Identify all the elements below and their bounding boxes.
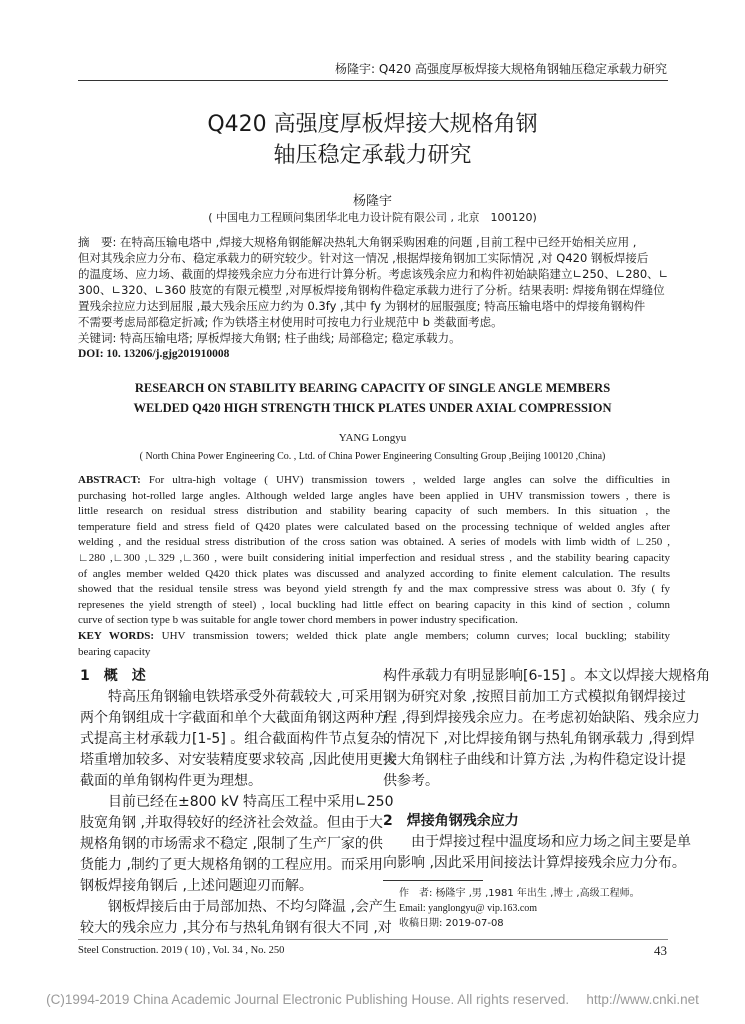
body-line: 接大角钢柱子曲线和计算方法 ,为构件稳定设计提 [383, 752, 686, 768]
title-zh-line-1: Q420 高强度厚板焊接大规格角钢 [207, 112, 538, 137]
abstract-en-line: welding , and the residual stress distribution of the cross sation was obtained. A series of models with limb width of ∟250 , [78, 536, 670, 549]
author-en: YANG Longyu [338, 432, 407, 444]
abstract-en-line: temperature field and stress field of Q420 plates were calculated based on the processing technique of welded angles after [78, 520, 670, 533]
abstract-en-line: little research on residual stress distribution and stability bearing capacity of such members. In this situation , the [78, 505, 670, 518]
body-line: 式提高主材承载力[1-5] 。组合截面构件节点复杂、 [80, 731, 399, 747]
author-email[interactable]: Email: yanglongyu@ vip.163.com [399, 903, 538, 914]
running-head: 杨隆宇: Q420 高强度厚板焊接大规格角钢轴压稳定承载力研究 [334, 62, 667, 76]
affiliation-en: ( North China Power Engineering Co. , Ltd. of China Power Engineering Consulting Group ,Beijing 100120 ,China) [139, 451, 606, 462]
abstract-en-line: curve of section type b was suitable for angle tower chord members in power industry specification. [78, 614, 518, 627]
body-line: 肢宽角钢 ,并取得较好的经济社会效益。但由于大 [80, 815, 383, 831]
footer-rule [78, 939, 668, 940]
body-line: 货能力 ,制约了更大规格角钢的工程应用。而采用 [80, 857, 383, 873]
body-line: 截面的单角钢构件更为理想。 [80, 773, 262, 789]
abstract-en-line: ∟280 ,∟300 ,∟329 ,∟360 , were built considering initial imperfection and residual stress , and the stability bearing capacity [78, 551, 670, 564]
body-line: 较大的残余应力 ,其分布与热轧角钢有很大不同 ,对 [80, 920, 392, 936]
abstract-zh-line: 置残余拉应力达到屈服 ,最大残余压应力约为 0.3fy ,其中 fy 为钢材的屈服强度; 特高压输电塔中的焊接角钢构件 [78, 299, 646, 313]
keywords-en: UHV transmission towers; welded thick plate angle members; column curves; local buckling; stability [154, 629, 670, 642]
body-line: 的情况下 ,对比焊接角钢与热轧角钢承载力 ,得到焊 [383, 731, 695, 747]
author-zh: 杨隆宇 [352, 194, 392, 209]
body-line: 供参考。 [383, 773, 439, 789]
section-1-heading: 1 概 述 [80, 668, 146, 684]
abstract-zh [78, 234, 670, 362]
keywords-zh: 关键词: 特高压输电塔; 厚板焊接大角钢; 柱子曲线; 局部稳定; 稳定承载力。 [78, 331, 461, 345]
abstract-en [78, 473, 670, 660]
page-number: 43 [654, 943, 667, 958]
keywords-en: bearing capacity [78, 645, 151, 658]
body-line: 规格角钢的市场需求不稳定 ,限制了生产厂家的供 [80, 836, 383, 852]
body-line: 向影响 ,因此采用间接法计算焊接残余应力分布。 [383, 855, 686, 871]
body-line: 两个角钢组成十字截面和单个大截面角钢这两种方 [80, 710, 388, 726]
abstract-zh-line: 的温度场、应力场、截面的焊接残余应力分布进行计算分析。考虑该残余应力和构件初始缺陷建立∟250、∟280、∟ [78, 267, 669, 281]
body-line: 构件承载力有明显影响[6-15] 。本文以焊接大规格角 [383, 668, 711, 684]
doi[interactable]: DOI: 10. 13206/j.gjg201910008 [78, 348, 230, 360]
author-note [383, 886, 673, 931]
left-column [80, 666, 399, 939]
affiliation-zh: ( 中国电力工程顾问集团华北电力设计院有限公司 , 北京 100120) [208, 211, 537, 224]
abstract-en-label: ABSTRACT: [78, 474, 141, 486]
abstract-en-line: For ultra-high voltage ( UHV) transmission towers , welded large angles can solve the difficulties in [140, 474, 670, 486]
body-line: 钢为研究对象 ,按照目前加工方式模拟角钢焊接过 [383, 689, 686, 705]
title-en [0, 378, 745, 418]
journal-footer: Steel Construction. 2019 ( 10) , Vol. 34 , No. 250 [78, 945, 285, 956]
title-zh-line-2: 轴压稳定承载力研究 [273, 143, 472, 168]
body-line: 程 ,得到焊接残余应力。在考虑初始缺陷、残余应力 [383, 710, 700, 726]
abstract-zh-line: 但对其残余应力分布、稳定承载力的研究较少。针对这一情况 ,根据焊接角钢加工实际情况 ,对 Q420 钢板焊接后 [78, 251, 649, 265]
body-line: 由于焊接过程中温度场和应力场之间主要是单 [411, 834, 691, 850]
section-2-heading: 2 焊接角钢残余应力 [383, 813, 519, 829]
abstract-zh-line: 摘 要: 在特高压输电塔中 ,焊接大规格角钢能解决热轧大角钢采购困难的问题 ,目前工程中已经开始相关应用 , [78, 235, 637, 249]
abstract-en-line: of angles member welded Q420 thick plates was discussed and analyzed according to finite element calculation. The results [78, 567, 670, 580]
footnote-rule [383, 880, 483, 881]
abstract-zh-line: 300、∟320、∟360 肢宽的有限元模型 ,对厚板焊接角钢构件稳定承载力进行了分析。结果表明: 焊接角钢在焊缝位 [78, 283, 665, 297]
header-rule [78, 80, 668, 81]
abstract-en-line: purchasing hot-rolled large angles. Although welded large angles have been applied in UHV transmission towers , there is [78, 489, 670, 502]
body-line: 塔重增加较多、对安装精度要求较高 ,因此使用更大 [80, 752, 397, 768]
body-line: 目前已经在±800 kV 特高压工程中采用∟250 [108, 794, 394, 810]
author-note-line: 作 者: 杨隆宇 ,男 ,1981 年出生 ,博士 ,高级工程师。 [399, 888, 640, 899]
abstract-en-line: showed that the residual tensile stress was beyond yield strength fy and the max compressive stress was about 0. 3fy ( fy [78, 583, 670, 596]
keywords-en-label: KEY WORDS: [78, 629, 155, 642]
body-line: 钢板焊接后由于局部加热、不均匀降温 ,会产生 [108, 899, 397, 915]
copyright-watermark: (C)1994-2019 China Academic Journal Electronic Publishing House. All rights reserved. http://www.cnki.net [46, 992, 699, 1007]
title-en-line-2: WELDED Q420 HIGH STRENGTH THICK PLATES UNDER AXIAL COMPRESSION [133, 401, 612, 415]
abstract-zh-line: 不需要考虑局部稳定折减; 作为铁塔主材使用时可按电力行业规范中 b 类截面考虑。 [78, 315, 503, 329]
body-line: 特高压角钢输电铁塔承受外荷载较大 ,可采用 [108, 689, 383, 705]
right-column [383, 666, 711, 931]
abstract-en-line: represenes the yield strength of steel) , local buckling had little effect on bearing capacity in this kind of section , column [78, 598, 670, 611]
received-date: 收稿日期: 2019-07-08 [399, 918, 504, 929]
body-line: 钢板焊接角钢后 ,上述问题迎刃而解。 [80, 878, 313, 894]
title-en-line-1: RESEARCH ON STABILITY BEARING CAPACITY OF SINGLE ANGLE MEMBERS [134, 381, 611, 395]
